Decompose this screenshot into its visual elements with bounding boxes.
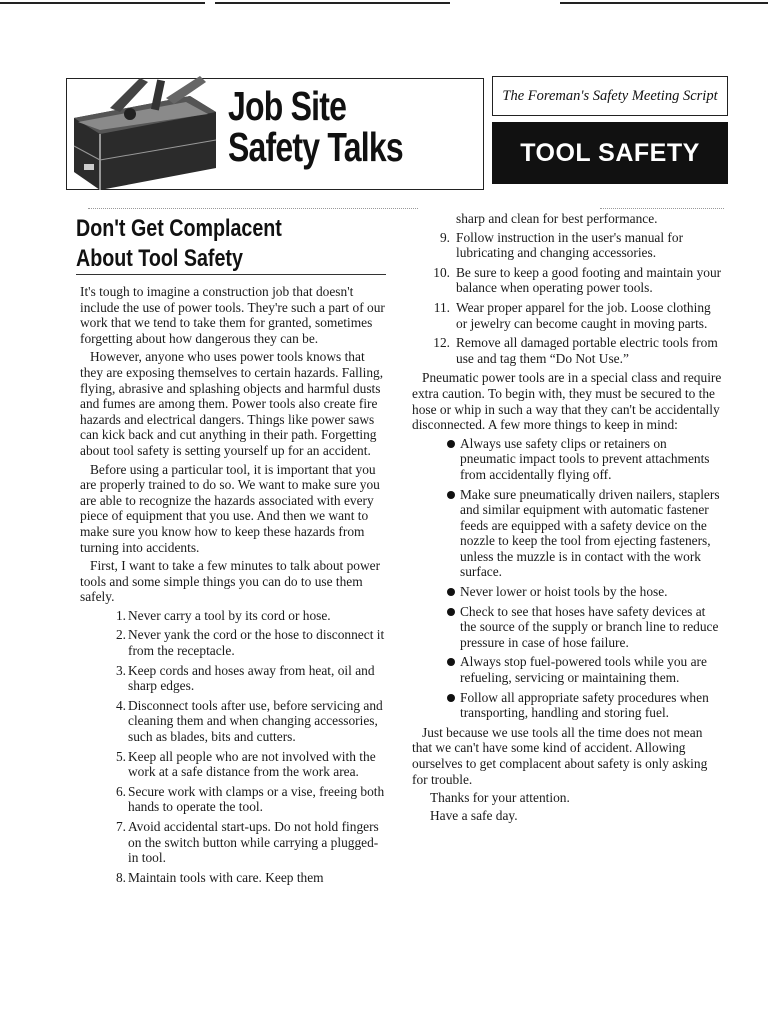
bullet-dot-icon bbox=[447, 694, 455, 702]
series-title-line2: Safety Talks bbox=[228, 124, 403, 170]
rule-text: Avoid accidental start-ups. Do not hold fingers on the switch button while carrying a plugged-in tool. bbox=[128, 819, 379, 866]
rule-item bbox=[80, 698, 386, 745]
rule-text: Follow instruction in the user's manual for lubricating and changing accessories. bbox=[456, 229, 684, 261]
bullet-text: Never lower or hoist tools by the hose. bbox=[460, 584, 668, 600]
left-column bbox=[80, 284, 386, 889]
bullet-item bbox=[412, 487, 724, 581]
bullet-text: Make sure pneumatically driven nailers, staplers and similar equipment with automatic fastener feeds are equipped with a safety device on the nozzle to keep the tool from ejecting fasteners, unless the muzzle is in contact with the work surface. bbox=[460, 486, 720, 580]
series-title bbox=[228, 83, 415, 170]
bullet-dot-icon bbox=[447, 491, 455, 499]
bullet-item bbox=[412, 584, 724, 600]
script-label: The Foreman's Safety Meeting Script bbox=[492, 76, 728, 116]
rule-number: 12. bbox=[433, 335, 450, 351]
rule-text: Be sure to keep a good footing and maintain your balance when operating power tools. bbox=[456, 264, 722, 296]
bullet-text: Always use safety clips or retainers on pneumatic impact tools to prevent attachments from accidentally flying off. bbox=[460, 435, 710, 482]
rule-number: 3. bbox=[115, 662, 126, 678]
right-column bbox=[412, 211, 724, 825]
bullet-dot-icon bbox=[447, 440, 455, 448]
bullet-dot-icon bbox=[447, 608, 455, 616]
bullet-text: Follow all appropriate safety procedures when transporting, handling and storing fuel. bbox=[460, 689, 709, 721]
top-rule-mid bbox=[215, 2, 450, 4]
rule-number: 2. bbox=[115, 627, 126, 643]
rule-item bbox=[412, 335, 724, 366]
title-underline bbox=[76, 274, 386, 275]
rule-8-continued: sharp and clean for best performance. bbox=[456, 211, 658, 226]
rule-number: 7. bbox=[115, 819, 126, 834]
rule-number: 11. bbox=[433, 299, 450, 315]
conclusion-paragraph: Just because we use tools all the time does not mean that we can't have some kind of accident. Allowing ourselves to get complacent about safety is only asking for trouble. bbox=[412, 724, 708, 787]
intro-paragraph-3: Before using a particular tool, it is important that you are properly trained to do so. We want to make sure you are able to recognize the hazards associated with every piece of equipment that you use. And then we want to make sure you know how to keep these hazards from turning into accidents. bbox=[80, 461, 380, 555]
toolbox-illustration bbox=[70, 68, 220, 194]
intro-paragraph-2: However, anyone who uses power tools knows that they are exposing themselves to certain hazards. Falling, flying, abrasive and splashing objects and harmful dusts and fumes are among them. Power tools also create fire hazards and electrical dangers. Things like power saws can kick back and cut anything in their path. Forgetting about tool safety is setting yourself up for an accident. bbox=[80, 349, 384, 458]
rule-item bbox=[80, 749, 386, 780]
bullet-dot-icon bbox=[447, 588, 455, 596]
rule-number: 4. bbox=[115, 697, 126, 713]
thanks-line: Thanks for your attention. bbox=[430, 790, 570, 806]
bullet-text: Check to see that hoses have safety devices at the source of the supply or branch line to reduce pressure in case of hose failure. bbox=[460, 603, 719, 650]
rule-item bbox=[412, 230, 724, 261]
rule-number: 8. bbox=[115, 869, 126, 885]
rule-number: 6. bbox=[115, 783, 126, 799]
rule-text: Remove all damaged portable electric tools from use and tag them “Do Not Use.” bbox=[456, 335, 718, 366]
rule-text: Never carry a tool by its cord or hose. bbox=[128, 607, 331, 623]
rule-item bbox=[80, 663, 386, 694]
top-rule-left bbox=[0, 2, 205, 4]
series-title-line1: Job Site bbox=[228, 83, 347, 129]
rule-text: Wear proper apparel for the job. Loose clothing or jewelry can become caught in moving parts. bbox=[456, 299, 711, 331]
rule-number: 1. bbox=[115, 607, 126, 623]
rule-item bbox=[412, 265, 724, 296]
topic-banner: TOOL SAFETY bbox=[492, 122, 728, 184]
bullet-item bbox=[412, 654, 724, 685]
dotted-separator-right bbox=[600, 208, 724, 210]
bullet-dot-icon bbox=[447, 658, 455, 666]
rule-text: Keep all people who are not involved with the work at a safe distance from the work area. bbox=[128, 748, 376, 780]
intro-paragraph-1: It's tough to imagine a construction job that doesn't include the use of power tools. They're such a part of our work that we tend to take them for granted, sometimes forgetting about how dangerous they can be. bbox=[80, 284, 385, 346]
bullet-item bbox=[412, 604, 724, 651]
rule-text: Secure work with clamps or a vise, freeing both hands to operate the tool. bbox=[128, 783, 385, 815]
bullet-item bbox=[412, 436, 724, 483]
rule-item bbox=[80, 870, 386, 886]
bullet-text: Always stop fuel-powered tools while you are refueling, servicing or maintaining them. bbox=[460, 654, 707, 686]
rule-number: 10. bbox=[433, 264, 450, 280]
rule-item bbox=[80, 627, 386, 658]
rule-item bbox=[412, 300, 724, 331]
article-title-line2: About Tool Safety bbox=[76, 245, 243, 272]
rule-item bbox=[80, 784, 386, 815]
article-title bbox=[76, 214, 322, 274]
rule-text: Disconnect tools after use, before servicing and cleaning them and when changing accessories, such as blades, bits and cutters. bbox=[128, 697, 383, 745]
rule-number: 9. bbox=[439, 229, 450, 245]
rule-text: Maintain tools with care. Keep them bbox=[128, 869, 324, 885]
rule-text: Keep cords and hoses away from heat, oil and sharp edges. bbox=[128, 662, 375, 694]
rule-item bbox=[80, 819, 386, 866]
pneumatic-intro: Pneumatic power tools are in a special class and require extra caution. To begin with, they must be secured to the hose or whip in such a way that they can't be accidentally disconnected. A few more things to keep in mind: bbox=[412, 370, 722, 433]
top-rule-right bbox=[560, 2, 768, 4]
bullet-item bbox=[412, 690, 724, 721]
rule-item bbox=[80, 608, 386, 624]
rule-number: 5. bbox=[115, 748, 126, 764]
sign-off-line: Have a safe day. bbox=[430, 807, 518, 823]
rule-text: Never yank the cord or the hose to disconnect it from the receptacle. bbox=[128, 627, 385, 659]
article-title-line1: Don't Get Complacent bbox=[76, 215, 282, 242]
intro-paragraph-4: First, I want to take a few minutes to talk about power tools and some simple things you can do to use them safely. bbox=[80, 558, 381, 605]
dotted-separator-left bbox=[88, 208, 418, 210]
